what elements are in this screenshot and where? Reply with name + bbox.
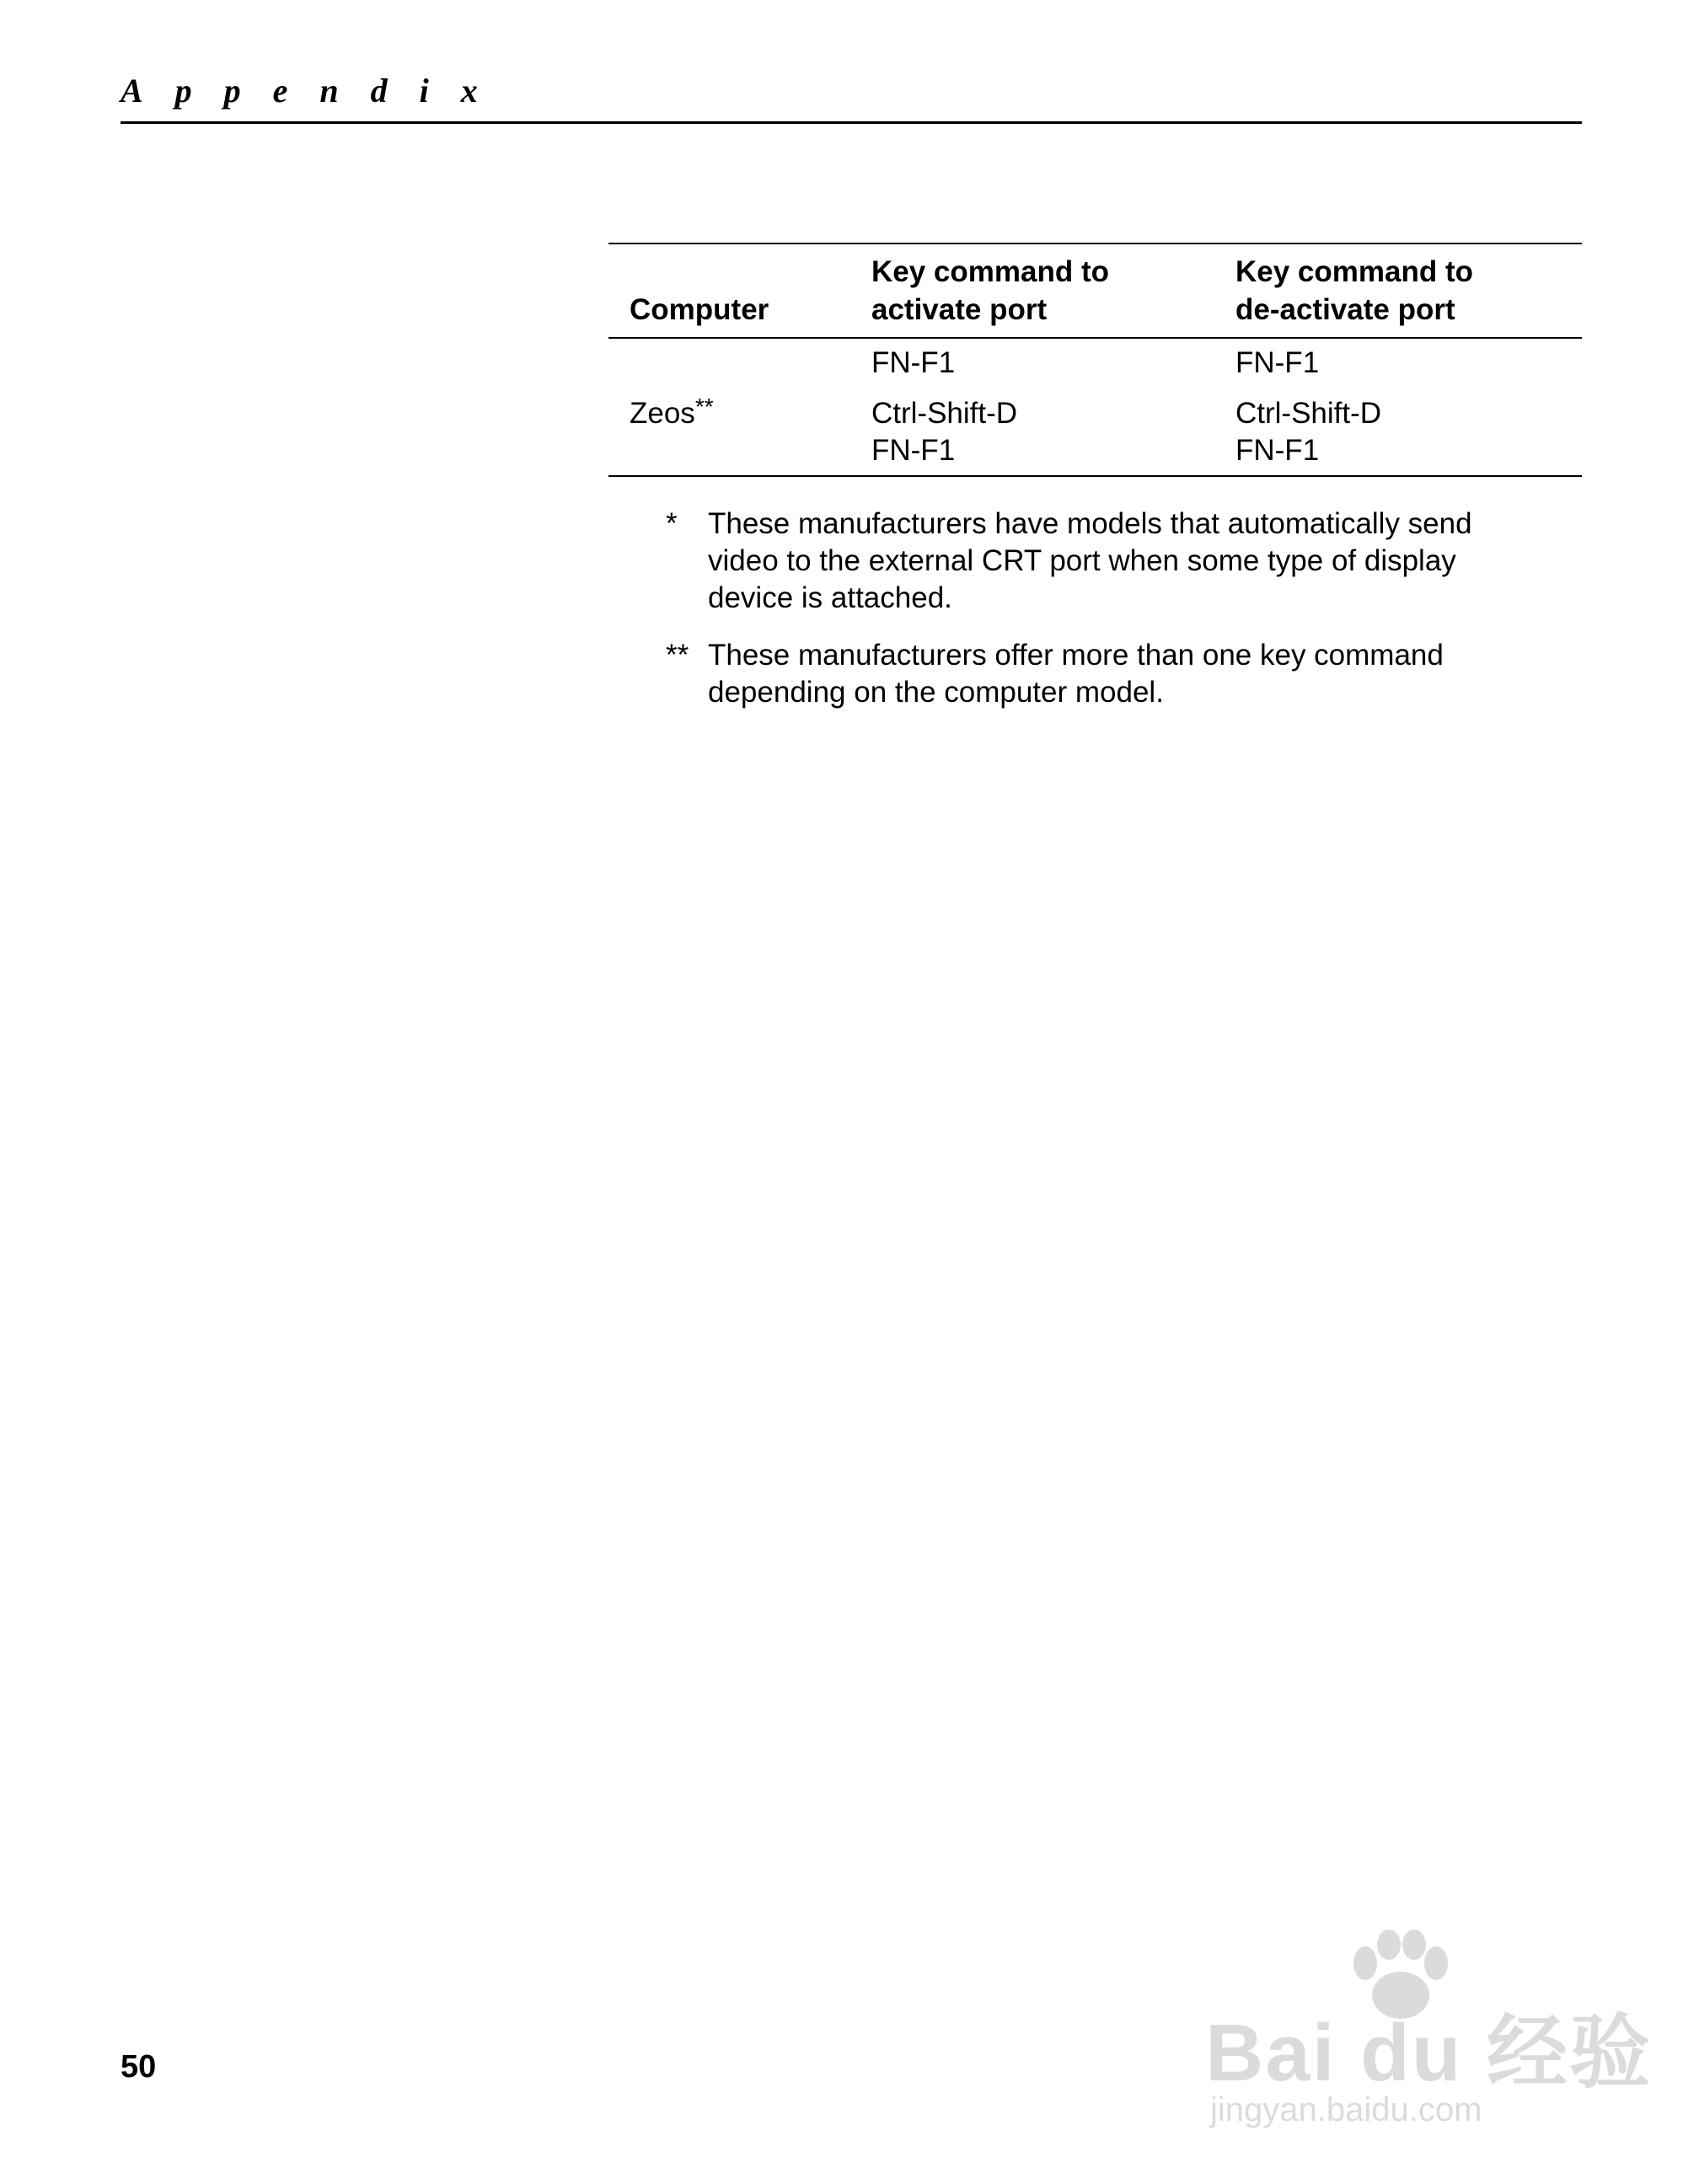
footnote-1 bbox=[666, 506, 1534, 617]
header-deactivate-line2: de-activate port bbox=[1235, 293, 1455, 326]
row2-computer bbox=[630, 394, 714, 434]
row2-deactivate: Ctrl-Shift-D bbox=[1235, 397, 1382, 430]
table-header bbox=[608, 244, 1582, 339]
footnote-2-mark: ** bbox=[666, 639, 689, 672]
page-number: 50 bbox=[121, 2049, 157, 2085]
footnote-1-mark: * bbox=[666, 507, 678, 540]
header-deactivate bbox=[1235, 253, 1473, 329]
row3-activate: FN-F1 bbox=[871, 434, 956, 467]
row3-deactivate: FN-F1 bbox=[1235, 434, 1320, 467]
header-deactivate-line1: Key command to bbox=[1235, 255, 1473, 288]
row2-activate: Ctrl-Shift-D bbox=[871, 397, 1018, 430]
row1-activate: FN-F1 bbox=[871, 346, 956, 379]
watermark-main: Bai du 经验 bbox=[1205, 2008, 1653, 2098]
footnote-2 bbox=[666, 637, 1534, 711]
footnote-marker: ** bbox=[694, 393, 714, 420]
page-header bbox=[121, 66, 1582, 124]
computer-name: Zeos bbox=[630, 397, 695, 430]
baidu-watermark bbox=[1205, 1930, 1653, 2132]
footnote-2-text: These manufacturers offer more than one key command depending on the computer model. bbox=[708, 639, 1444, 709]
table-body bbox=[608, 339, 1582, 475]
row1-deactivate: FN-F1 bbox=[1235, 346, 1320, 379]
header-activate-line1: Key command to bbox=[871, 255, 1109, 288]
watermark-url: jingyan.baidu.com bbox=[1210, 2091, 1482, 2128]
header-activate bbox=[871, 253, 1109, 329]
footnote-1-text: These manufacturers have models that automatically send video to the external CRT port when some type of display device is attached. bbox=[708, 507, 1472, 614]
header-computer: Computer bbox=[630, 293, 769, 326]
key-command-table bbox=[608, 243, 1582, 477]
header-title: Appendix bbox=[121, 72, 510, 110]
header-activate-line2: activate port bbox=[871, 293, 1048, 326]
